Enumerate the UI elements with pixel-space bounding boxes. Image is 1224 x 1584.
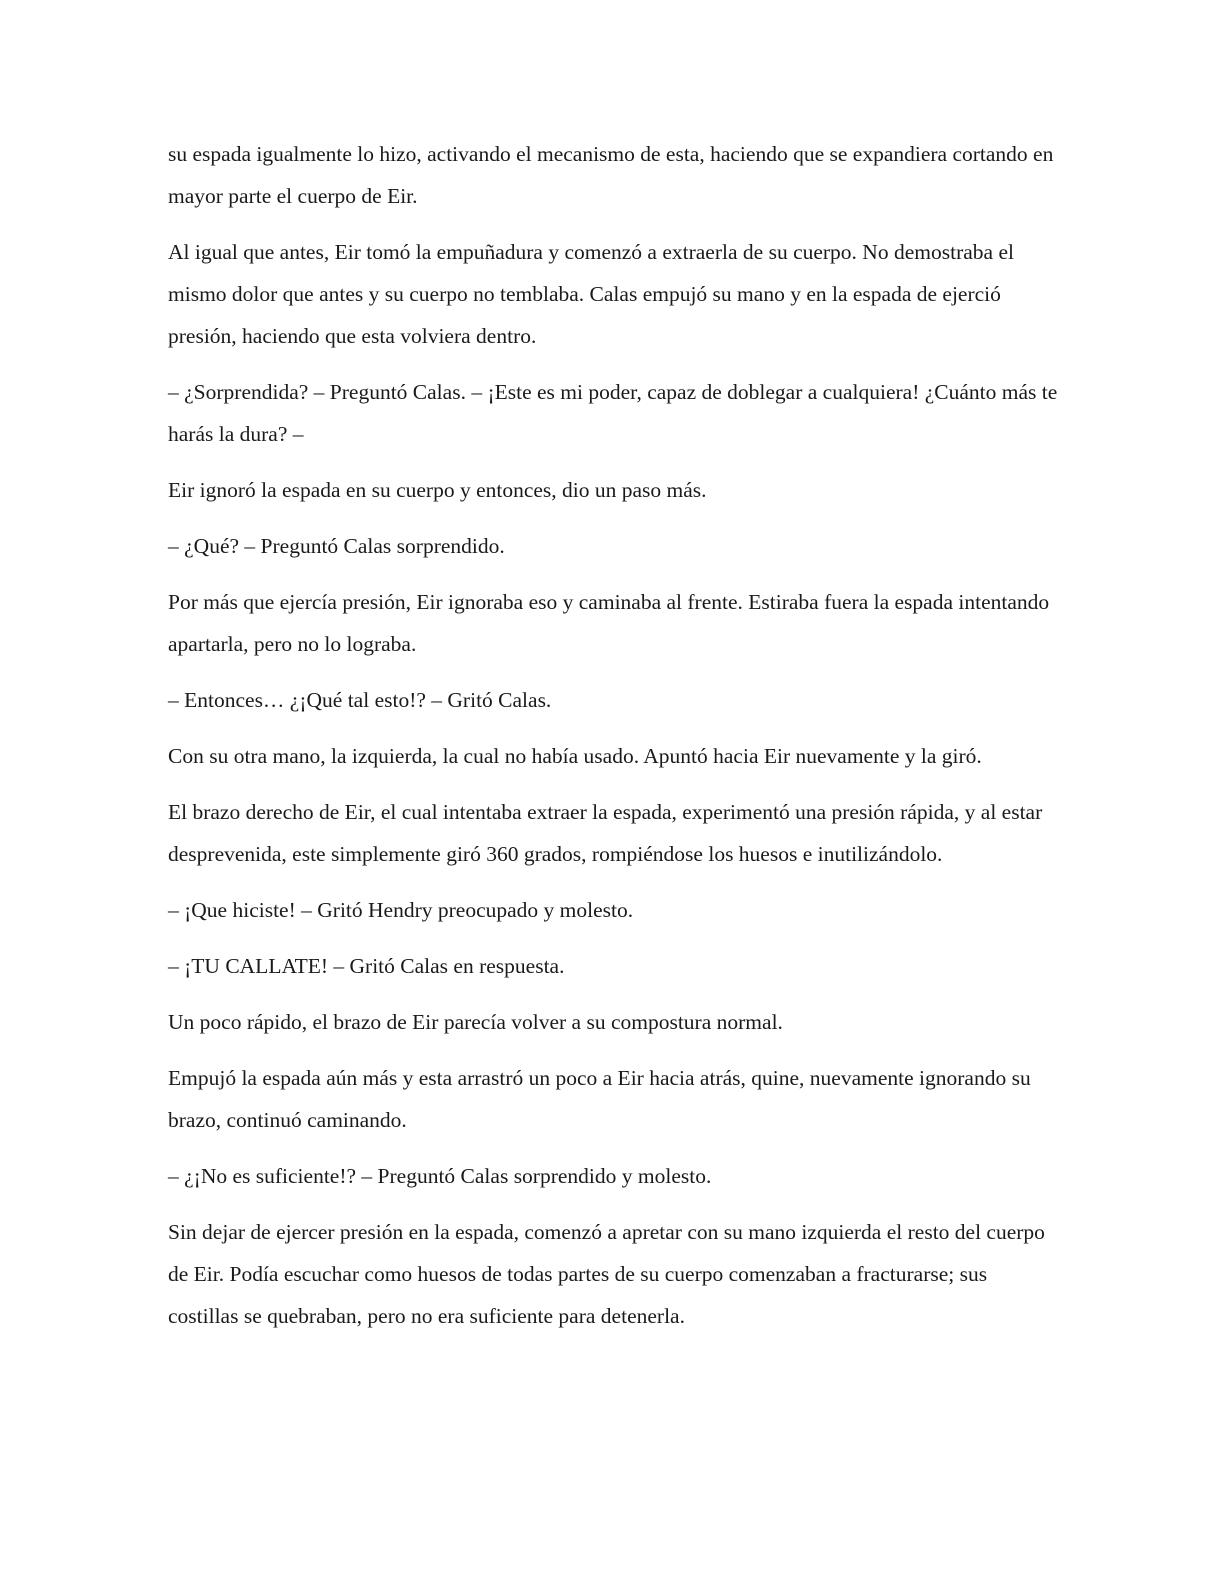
paragraph-8: Con su otra mano, la izquierda, la cual no había usado. Apuntó hacia Eir nuevamente y la giró. (168, 744, 982, 768)
paragraph-10: – ¡Que hiciste! – Gritó Hendry preocupado y molesto. (168, 898, 634, 922)
document-page (168, 133, 1058, 1351)
paragraph-5: – ¿Qué? – Preguntó Calas sorprendido. (168, 534, 505, 558)
paragraph-1: su espada igualmente lo hizo, activando el mecanismo de esta, haciendo que se expandiera cortando en mayor parte el cuerpo de Eir. (168, 142, 1054, 208)
paragraph-13: Empujó la espada aún más y esta arrastró un poco a Eir hacia atrás, quine, nuevamente ignorando su brazo, continuó caminando. (168, 1066, 1031, 1132)
paragraph-12: Un poco rápido, el brazo de Eir parecía volver a su compostura normal. (168, 1010, 783, 1034)
paragraph-9: El brazo derecho de Eir, el cual intentaba extraer la espada, experimentó una presión rápida, y al estar desprevenida, este simplemente giró 360 grados, rompiéndose los huesos e inutilizándolo. (168, 800, 1043, 866)
paragraph-6: Por más que ejercía presión, Eir ignoraba eso y caminaba al frente. Estiraba fuera la espada intentando apartarla, pero no lo lograba. (168, 590, 1050, 656)
paragraph-3: – ¿Sorprendida? – Preguntó Calas. – ¡Este es mi poder, capaz de doblegar a cualquiera! ¿Cuánto más te harás la dura? – (168, 380, 1058, 446)
paragraph-4: Eir ignoró la espada en su cuerpo y entonces, dio un paso más. (168, 478, 707, 502)
paragraph-2: Al igual que antes, Eir tomó la empuñadura y comenzó a extraerla de su cuerpo. No demostraba el mismo dolor que antes y su cuerpo no temblaba. Calas empujó su mano y en la espada de ejerció presión, haciendo que esta volviera dentro. (168, 240, 1014, 348)
paragraph-15: Sin dejar de ejercer presión en la espada, comenzó a apretar con su mano izquierda el resto del cuerpo de Eir. Podía escuchar como huesos de todas partes de su cuerpo comenzaban a fracturarse; sus costillas se quebraban, pero no era suficiente para detenerla. (168, 1220, 1045, 1328)
paragraph-11: – ¡TU CALLATE! – Gritó Calas en respuesta. (168, 954, 565, 978)
paragraph-14: – ¿¡No es suficiente!? – Preguntó Calas sorprendido y molesto. (168, 1164, 712, 1188)
paragraph-7: – Entonces… ¿¡Qué tal esto!? – Gritó Calas. (168, 688, 552, 712)
